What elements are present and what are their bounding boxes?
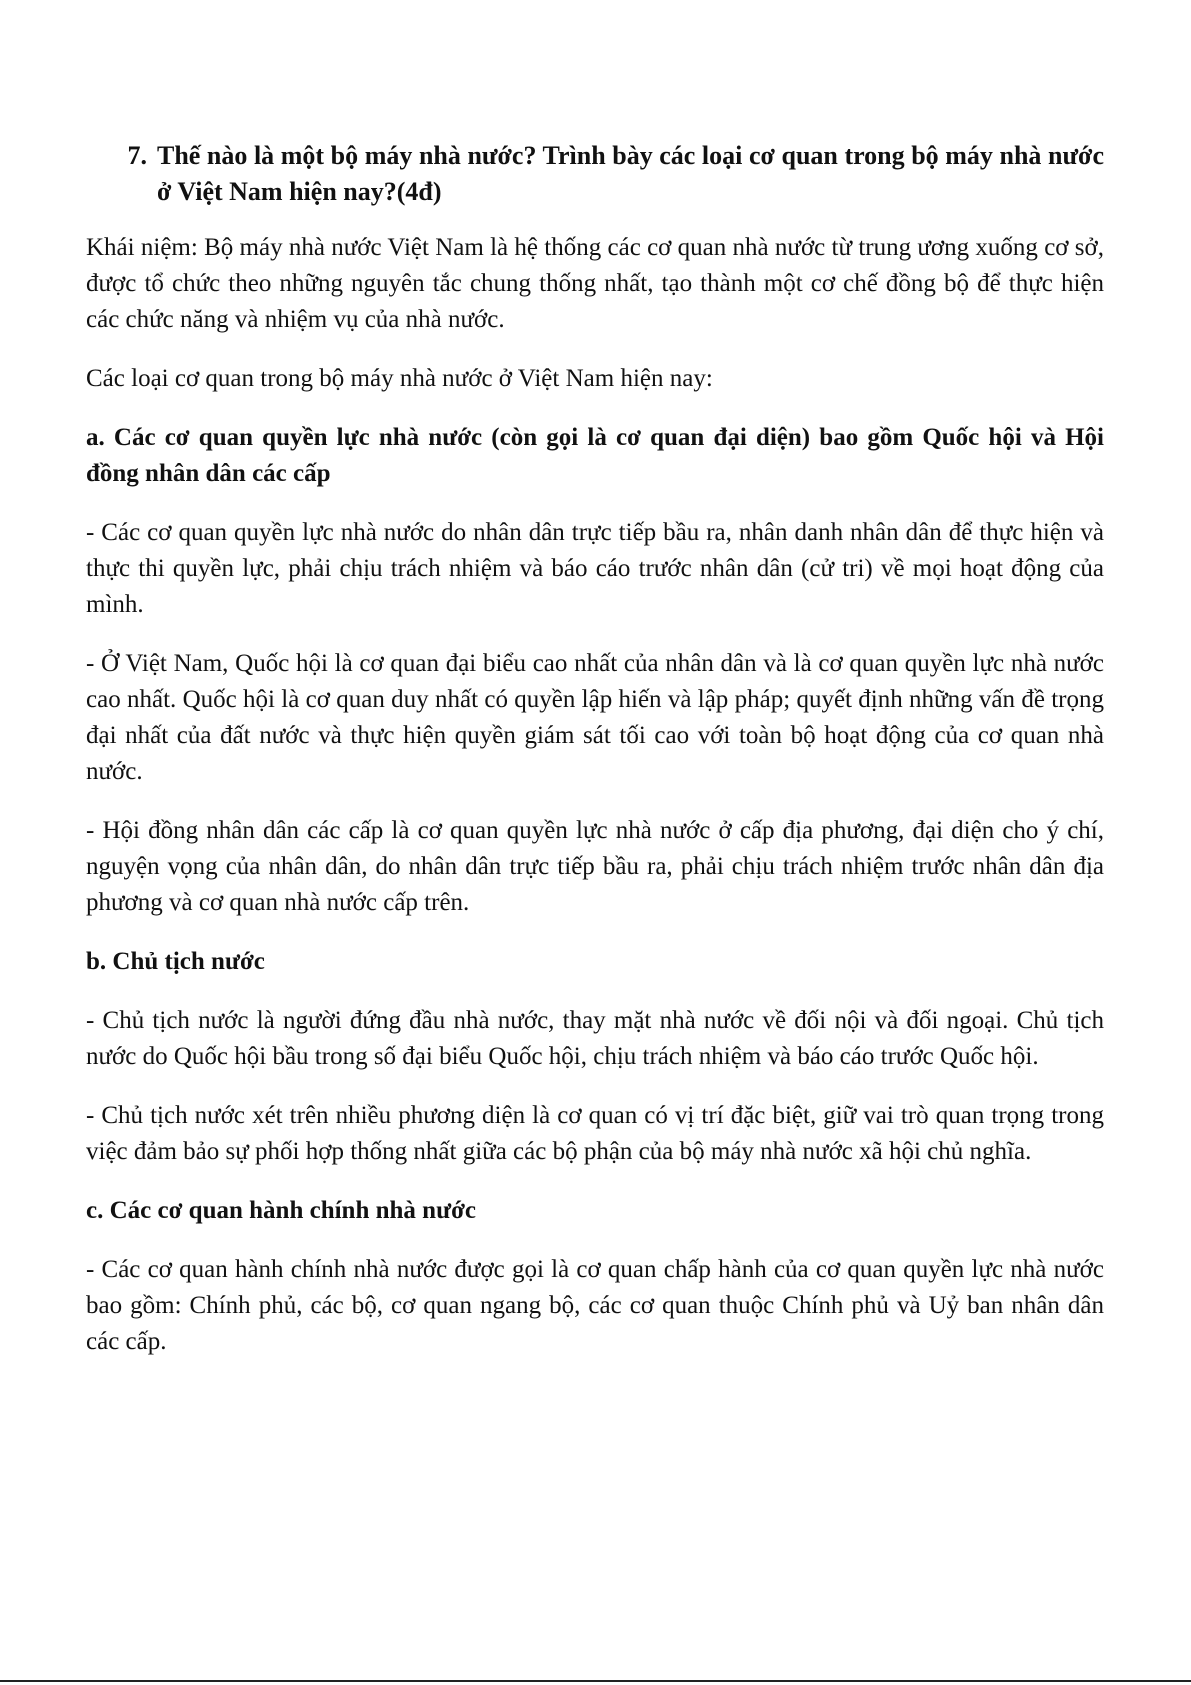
document-body bbox=[86, 138, 1104, 1383]
section-b-paragraph-1: - Chủ tịch nước là người đứng đầu nhà nước, thay mặt nhà nước về đối nội và đối ngoại. Chủ tịch nước do Quốc hội bầu trong số đại biểu Quốc hội, chịu trách nhiệm và báo cáo trước Quốc hội. bbox=[86, 1007, 1104, 1070]
section-c-heading: c. Các cơ quan hành chính nhà nước bbox=[86, 1197, 477, 1224]
section-a-paragraph-1: - Các cơ quan quyền lực nhà nước do nhân dân trực tiếp bầu ra, nhân danh nhân dân để thực hiện và thực thi quyền lực, phải chịu trách nhiệm và báo cáo trước nhân dân (cử tri) về mọi hoạt động của mình. bbox=[86, 519, 1104, 618]
question-text: Thế nào là một bộ máy nhà nước? Trình bày các loại cơ quan trong bộ máy nhà nước ở Việt Nam hiện nay?(4đ) bbox=[157, 141, 1104, 206]
page-bottom-divider bbox=[0, 1680, 1191, 1682]
section-a-paragraph-2: - Ở Việt Nam, Quốc hội là cơ quan đại biểu cao nhất của nhân dân và là cơ quan quyền lực nhà nước cao nhất. Quốc hội là cơ quan duy nhất có quyền lập hiến và lập pháp; quyết định những vấn đề trọng đại nhất của đất nước và thực hiện quyền giám sát tối cao với toàn bộ hoạt động của cơ quan nhà nước. bbox=[86, 650, 1104, 785]
types-lead-paragraph: Các loại cơ quan trong bộ máy nhà nước ở Việt Nam hiện nay: bbox=[86, 365, 713, 392]
section-b-paragraph-2: - Chủ tịch nước xét trên nhiều phương diện là cơ quan có vị trí đặc biệt, giữ vai trò quan trọng trong việc đảm bảo sự phối hợp thống nhất giữa các bộ phận của bộ máy nhà nước xã hội chủ nghĩa. bbox=[86, 1102, 1104, 1165]
question-heading bbox=[86, 138, 1104, 210]
section-a-heading: a. Các cơ quan quyền lực nhà nước (còn gọi là cơ quan đại diện) bao gồm Quốc hội và Hội đồng nhân dân các cấp bbox=[86, 424, 1104, 487]
concept-paragraph: Khái niệm: Bộ máy nhà nước Việt Nam là hệ thống các cơ quan nhà nước từ trung ương xuống cơ sở, được tổ chức theo những nguyên tắc chung thống nhất, tạo thành một cơ chế đồng bộ để thực hiện các chức năng và nhiệm vụ của nhà nước. bbox=[86, 234, 1104, 333]
section-a-paragraph-3: - Hội đồng nhân dân các cấp là cơ quan quyền lực nhà nước ở cấp địa phương, đại diện cho ý chí, nguyện vọng của nhân dân, do nhân dân trực tiếp bầu ra, phải chịu trách nhiệm trước nhân dân địa phương và cơ quan nhà nước cấp trên. bbox=[86, 817, 1104, 916]
section-b-heading: b. Chủ tịch nước bbox=[86, 948, 265, 975]
section-c-paragraph-1: - Các cơ quan hành chính nhà nước được gọi là cơ quan chấp hành của cơ quan quyền lực nhà nước bao gồm: Chính phủ, các bộ, cơ quan ngang bộ, các cơ quan thuộc Chính phủ và Uỷ ban nhân dân các cấp. bbox=[86, 1256, 1104, 1355]
question-number: 7. bbox=[127, 141, 147, 170]
